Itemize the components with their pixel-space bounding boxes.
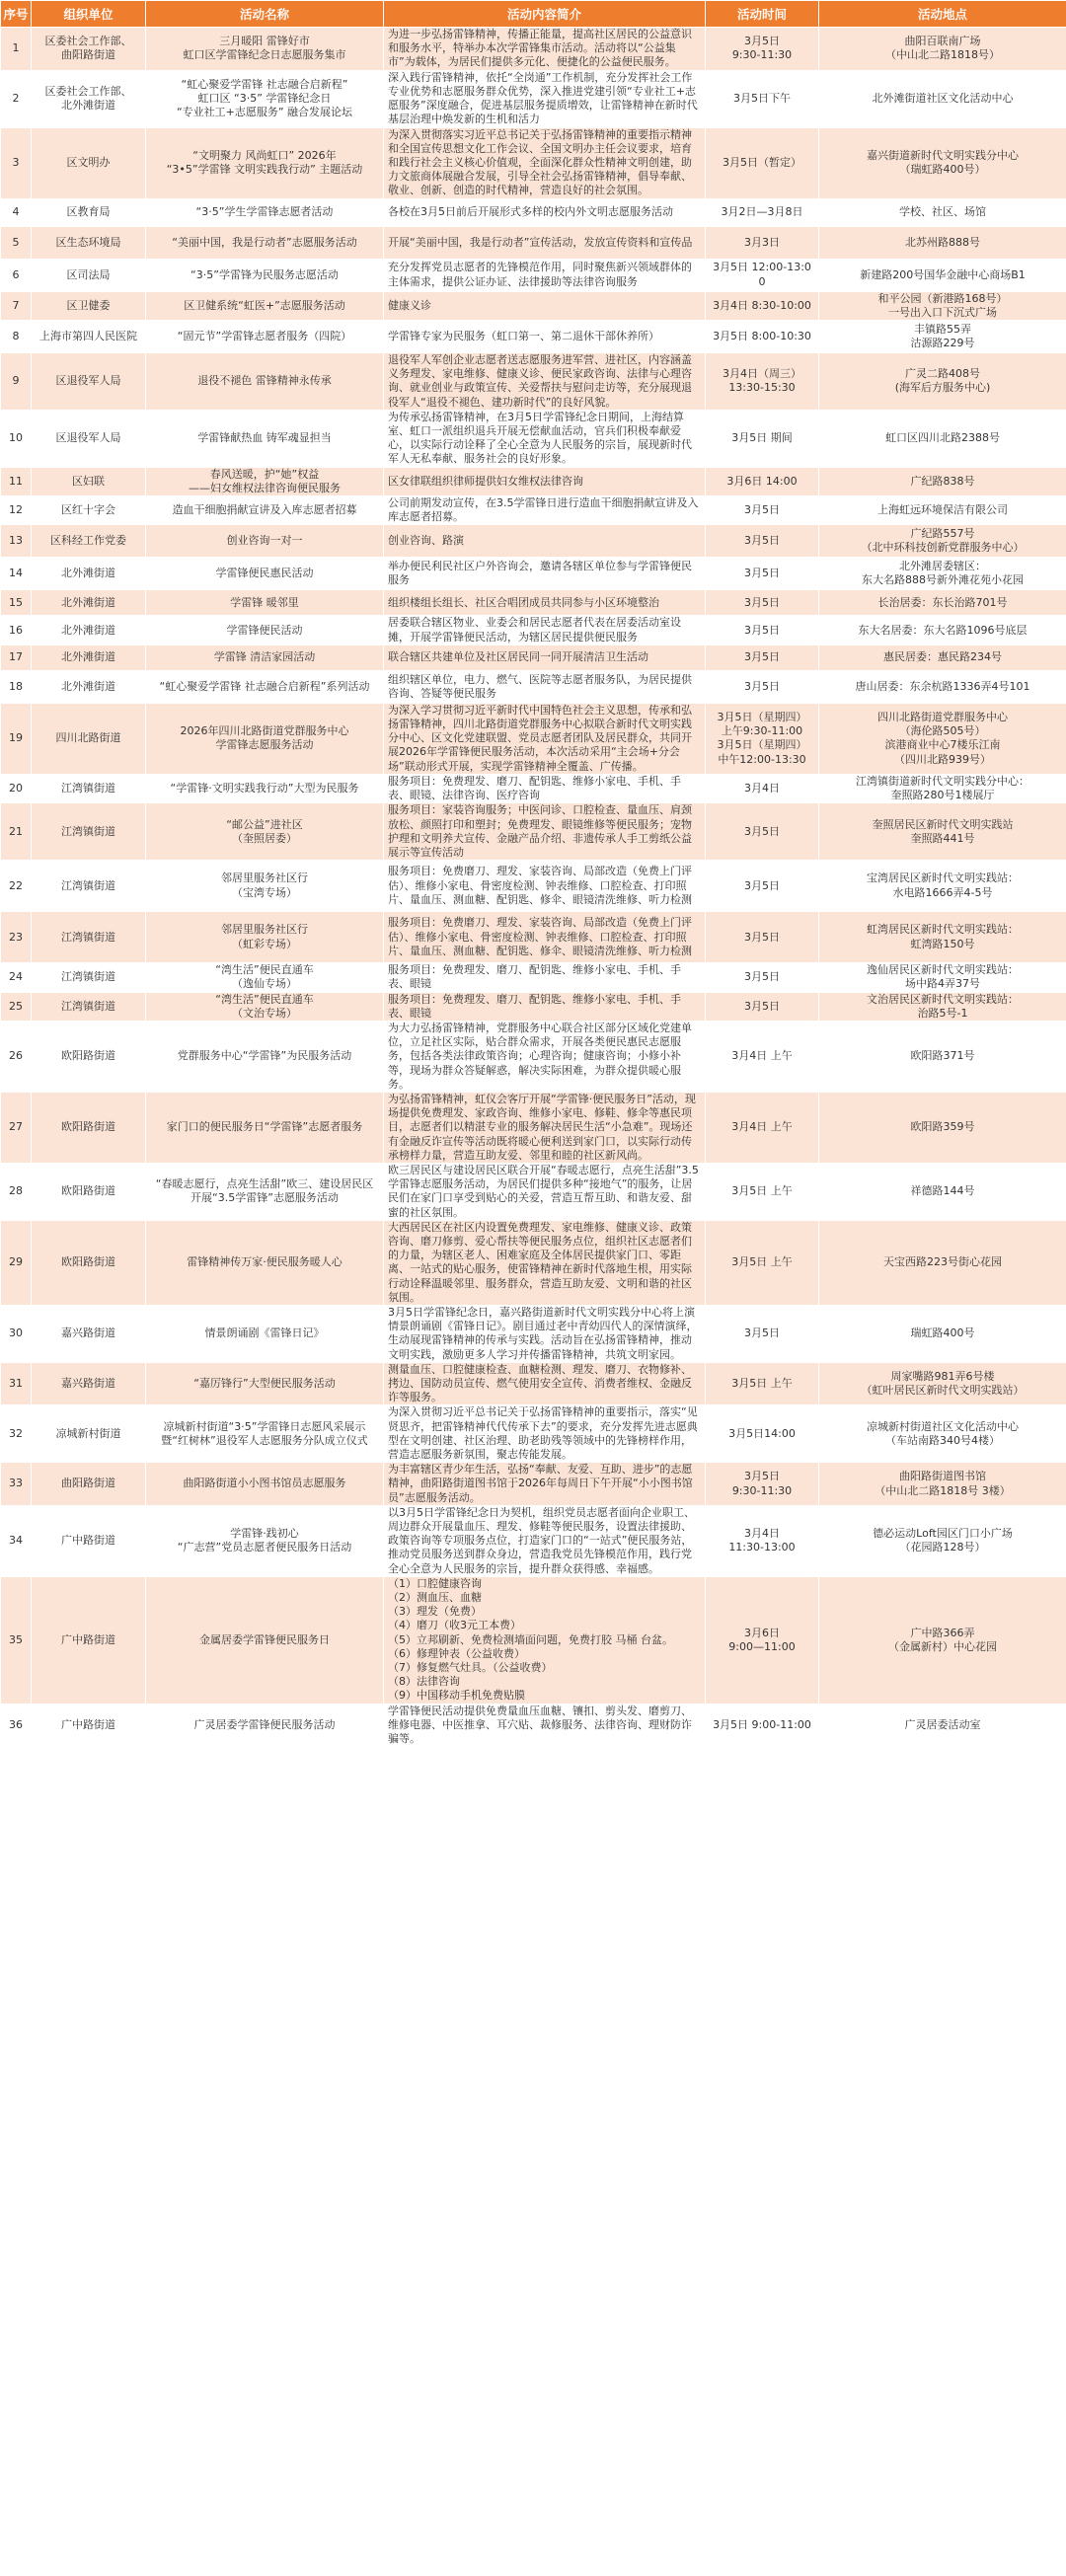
cell-name: 造血干细胞捐献宣讲及入库志愿者招募 [146, 496, 384, 525]
cell-time: 3月5日（星期四） 上午9:30-11:00 3月5日（星期四） 中午12:00-13:30 [706, 703, 819, 774]
table-header-row [1, 1, 1066, 28]
cell-desc: 为深入贯彻习近平总书记关于弘扬雷锋精神的重要指示，落实“见贤思齐，把雷锋精神代代传承下去”的要求，充分发挥先进志愿典型在文明创建、社区治理、助老助残等领域中的先锋榜样作用，营造志愿服务新氛围，聚志传能发展。 [384, 1405, 706, 1463]
cell-time: 3月2日—3月8日 [706, 198, 819, 226]
header-seq: 序号 [1, 1, 32, 28]
cell-org: 曲阳路街道 [32, 1463, 146, 1506]
cell-time: 3月5日 9:30-11:30 [706, 1463, 819, 1506]
cell-desc: 学雷锋专家为民服务（虹口第一、第二退休干部休养所） [384, 321, 706, 353]
cell-name: 学雷锋便民惠民活动 [146, 558, 384, 590]
cell-seq: 12 [1, 496, 32, 525]
cell-seq: 24 [1, 963, 32, 992]
cell-desc: 3月5日学雷锋纪念日，嘉兴路街道新时代文明实践分中心将上演情景朗诵剧《雷锋日记》。剧目通过老中青幼四代人的深情演绎，生动展现雷锋精神的传承与实践。活动旨在弘扬雷锋精神，推动文明实践，激励更多人学习并传播雷锋精神，共筑文明家园。 [384, 1305, 706, 1362]
cell-desc: 深入践行雷锋精神，依托“全岗通”工作机制，充分发挥社会工作专业优势和志愿服务群众优势，深入推进党建引领“专业社工+志愿服务”深度融合，促进基层服务提质增效，让雷锋精神在新时代基层治理中焕发新的生机和活力 [384, 70, 706, 127]
cell-time: 3月4日（周三） 13:30-15:30 [706, 353, 819, 411]
cell-org: 嘉兴路街道 [32, 1362, 146, 1405]
cell-desc: 为传承弘扬雷锋精神，在3月5日学雷锋纪念日期间，上海结算室、虹口一派组织退兵开展无偿献血活动，官兵们积极奉献爱心，以实际行动诠释了全心全意为人民服务的宗旨，展现新时代军人无私奉献、服务社会的良好形象。 [384, 410, 706, 467]
cell-place: 北外滩街道社区文化活动中心 [819, 70, 1066, 127]
cell-seq: 6 [1, 259, 32, 291]
cell-time: 3月5日 [706, 496, 819, 525]
cell-desc: 为深入学习贯彻习近平新时代中国特色社会主义思想，传承和弘扬雷锋精神，四川北路街道党群服务中心拟联合新时代文明实践分中心、区文化党建联盟、党员志愿者团队及居民群众，共同开展2026年学雷锋便民服务活动，本次活动采用“主会场+分会场”联动形式开展，实现学雷锋精神全覆盖、广传播。 [384, 703, 706, 774]
cell-name: 2026年四川北路街道党群服务中心 学雷锋志愿服务活动 [146, 703, 384, 774]
cell-desc: 为弘扬雷锋精神，虹仪会客厅开展“学雷锋·便民服务日”活动，现场提供免费理发、家政咨询、维修小家电、修鞋、修伞等惠民项目，志愿者们以精湛专业的服务解决居民生活“小急难”。现场还有金融反诈宣传等活动既将暖心便利送到家门口，以实际行动传承榜样力量，营造互助友爱、邻里和睦的社区新风尚。 [384, 1092, 706, 1163]
cell-desc: 服务项目：家装咨询服务；中医问诊、口腔检查、量血压、肩颈放松、颜照打印和塑封；免费理发、眼镜维修等便民服务；宠物护理和文明养犬宣传、金融产品介绍、非遗传承人手工剪纸公益展示等宣传活动 [384, 803, 706, 861]
cell-seq: 2 [1, 70, 32, 127]
cell-name: 情景朗诵剧《雷锋日记》 [146, 1305, 384, 1362]
cell-org: 区退役军人局 [32, 410, 146, 467]
cell-time: 3月5日 期间 [706, 410, 819, 467]
table-row [1, 1576, 1066, 1704]
cell-place: 广灵居委活动室 [819, 1704, 1066, 1747]
table-row [1, 774, 1066, 802]
cell-place: 欧阳路371号 [819, 1021, 1066, 1092]
cell-name: 三月暖阳 雷锋好市 虹口区学雷锋纪念日志愿服务集市 [146, 28, 384, 71]
cell-seq: 10 [1, 410, 32, 467]
cell-desc: 联合辖区共建单位及社区居民同一同开展清洁卫生活动 [384, 644, 706, 670]
cell-time: 3月4日 11:30-13:00 [706, 1505, 819, 1576]
cell-place: 曲阳路街道图书馆 （中山北二路1818号 3楼） [819, 1463, 1066, 1506]
table-row [1, 1092, 1066, 1163]
cell-org: 江湾镇街道 [32, 963, 146, 992]
cell-name: 退役不褪色 雷锋精神永传承 [146, 353, 384, 411]
cell-seq: 22 [1, 861, 32, 912]
cell-place: 和平公园（新港路168号） 一号出入口下沉式广场 [819, 291, 1066, 320]
cell-org: 广中路街道 [32, 1505, 146, 1576]
cell-time: 3月6日 9:00—11:00 [706, 1576, 819, 1704]
cell-seq: 15 [1, 590, 32, 616]
cell-seq: 19 [1, 703, 32, 774]
cell-desc: 学雷锋便民活动提供免费量血压血糖、镶扣、剪头发、磨剪刀、维修电器、中医推拿、耳穴贴、裁修服务、法律咨询、理财防诈骗等。 [384, 1704, 706, 1747]
cell-name: 学雷锋 暖邻里 [146, 590, 384, 616]
table-row [1, 291, 1066, 320]
header-desc: 活动内容简介 [384, 1, 706, 28]
cell-place: 广纪路838号 [819, 467, 1066, 495]
cell-place: 学校、社区、场馆 [819, 198, 1066, 226]
cell-org: 江湾镇街道 [32, 803, 146, 861]
cell-time: 3月3日 [706, 226, 819, 259]
cell-org: 广中路街道 [32, 1576, 146, 1704]
cell-seq: 8 [1, 321, 32, 353]
table-row [1, 353, 1066, 411]
cell-place: 文治居民区新时代文明实践站： 治路5号-1 [819, 992, 1066, 1021]
cell-time: 3月5日 [706, 616, 819, 644]
cell-org: 区妇联 [32, 467, 146, 495]
cell-seq: 26 [1, 1021, 32, 1092]
cell-place: 东大名居委：东大名路1096号底层 [819, 616, 1066, 644]
table-row [1, 1704, 1066, 1747]
cell-time: 3月5日 [706, 670, 819, 703]
cell-seq: 29 [1, 1220, 32, 1305]
cell-time: 3月5日 [706, 912, 819, 963]
cell-name: 广灵居委学雷锋便民服务活动 [146, 1704, 384, 1747]
cell-org: 欧阳路街道 [32, 1163, 146, 1220]
cell-desc: 测量血压、口腔健康检查、血糖检测、理发、磨刀、衣物修补、拷边、国防动员宣传、燃气使用安全宣传、消费者维权、金融反诈等服务。 [384, 1362, 706, 1405]
cell-place: 奎照居民区新时代文明实践站 奎照路441号 [819, 803, 1066, 861]
cell-desc: 服务项目：免费理发、磨刀、配钥匙、维修小家电、手机、手表、眼镜 [384, 963, 706, 992]
cell-place: 广纪路557号 （北中环科技创新党群服务中心） [819, 525, 1066, 558]
cell-name: “虹心聚爱学雷锋 社志融合启新程” 虹口区 “3·5” 学雷锋纪念日 “专业社工+志愿服务” 融合发展论坛 [146, 70, 384, 127]
cell-name: 学雷锋 清洁家园活动 [146, 644, 384, 670]
cell-desc: 服务项目：免费理发、磨刀、配钥匙、维修小家电、手机、手表、眼镜、法律咨询、医疗咨询 [384, 774, 706, 802]
cell-place: 北外滩居委辖区： 东大名路888号新外滩花苑小花园 [819, 558, 1066, 590]
cell-desc: 退役军人军创企业志愿者送志愿服务进军营、进社区，内容涵盖义务理发、家电维修、健康义诊、便民家政咨询、法律与心理咨询、就业创业与政策宣传、关爱帮扶与慰问走访等，充分展现退役军人“退役不褪色、建功新时代”的良好风貌。 [384, 353, 706, 411]
table-row [1, 558, 1066, 590]
cell-place: 嘉兴街道新时代文明实践分中心 （瑞虹路400号） [819, 127, 1066, 198]
cell-time: 3月5日 [706, 525, 819, 558]
header-name: 活动名称 [146, 1, 384, 28]
cell-name: 邻居里服务社区行 （虹彩专场） [146, 912, 384, 963]
cell-place: 祥德路144号 [819, 1163, 1066, 1220]
cell-org: 四川北路街道 [32, 703, 146, 774]
table-row [1, 226, 1066, 259]
cell-desc: 以3月5日学雷锋纪念日为契机，组织党员志愿者面向企业职工、周边群众开展量血压、理发、修鞋等便民服务，设置法律援助、政策咨询等专项服务点位，打造家门口的“一站式”便民服务站，推动党员服务送到群众身边，营造我党员先锋模范作用，践行党全心全意为人民服务的宗旨，提升群众获得感、幸福感。 [384, 1505, 706, 1576]
cell-name: 春风送暖，护“她”权益 ——妇女维权法律咨询便民服务 [146, 467, 384, 495]
cell-name: “嘉厉锋行”大型便民服务活动 [146, 1362, 384, 1405]
cell-time: 3月5日 [706, 963, 819, 992]
cell-place: 瑞虹路400号 [819, 1305, 1066, 1362]
cell-desc: 组织楼组长组长、社区合唱团成员共同参与小区环境整治 [384, 590, 706, 616]
cell-name: 金属居委学雷锋便民服务日 [146, 1576, 384, 1704]
cell-name: “3·5”学雷锋为民服务志愿活动 [146, 259, 384, 291]
cell-place: 虹湾居民区新时代文明实践站： 虹湾路150号 [819, 912, 1066, 963]
cell-seq: 31 [1, 1362, 32, 1405]
cell-seq: 30 [1, 1305, 32, 1362]
cell-org: 北外滩街道 [32, 616, 146, 644]
table-row [1, 259, 1066, 291]
cell-time: 3月5日 [706, 558, 819, 590]
cell-desc: 为进一步弘扬雷锋精神，传播正能量，提高社区居民的公益意识和服务水平，特举办本次学雷锋集市活动。活动将以“公益集市”为载体，为居民们提供多元化、便捷化的公益便民服务。 [384, 28, 706, 71]
cell-seq: 7 [1, 291, 32, 320]
header-time: 活动时间 [706, 1, 819, 28]
cell-desc: 服务项目：免费理发、磨刀、配钥匙、维修小家电、手机、手表、眼镜 [384, 992, 706, 1021]
cell-time: 3月4日 上午 [706, 1092, 819, 1163]
cell-org: 江湾镇街道 [32, 861, 146, 912]
table-row [1, 1505, 1066, 1576]
cell-seq: 25 [1, 992, 32, 1021]
cell-time: 3月4日 上午 [706, 1021, 819, 1092]
cell-place: 新建路200号国华金融中心商场B1 [819, 259, 1066, 291]
cell-org: 区生态环境局 [32, 226, 146, 259]
cell-time: 3月4日 [706, 774, 819, 802]
cell-org: 区委社会工作部、 北外滩街道 [32, 70, 146, 127]
cell-time: 3月5日 上午 [706, 1220, 819, 1305]
cell-time: 3月5日 [706, 861, 819, 912]
cell-place: 广灵二路408号 (海军后方服务中心) [819, 353, 1066, 411]
cell-seq: 5 [1, 226, 32, 259]
cell-place: 广中路366弄 （金属新村）中心花园 [819, 1576, 1066, 1704]
cell-name: 雷锋精神传万家·便民服务暖人心 [146, 1220, 384, 1305]
cell-desc: 为大力弘扬雷锋精神，党群服务中心联合社区部分区域化党建单位，立足社区实际，贴合群众需求，开展各类便民惠民志愿服务，包括各类法律政策咨询；心理咨询；健康咨询；小修小补等，现场为群众答疑解惑，解决实际困难，为群众提供暖心服务。 [384, 1021, 706, 1092]
cell-name: 学雷锋·践初心 “广志营”党员志愿者便民服务日活动 [146, 1505, 384, 1576]
table-row [1, 321, 1066, 353]
cell-place: 丰镇路55弄 沽源路229号 [819, 321, 1066, 353]
table-body [1, 28, 1066, 1747]
cell-org: 区司法局 [32, 259, 146, 291]
cell-desc: （1）口腔健康咨询 （2）测血压、血糖 （3）理发（免费） （4）磨刀（收3元工本费） （5）立邦刷新、免费检测墙面问题，免费打胶 马桶 台盆。 （6）修理钟表（公益收费） （7）修复燃气灶具。（公益收费） （8）法律咨询 （9）中国移动手机免费贴膜 [384, 1576, 706, 1704]
table-row [1, 616, 1066, 644]
cell-time: 3月5日 [706, 992, 819, 1021]
cell-org: 欧阳路街道 [32, 1092, 146, 1163]
cell-place: 虹口区四川北路2388号 [819, 410, 1066, 467]
table-row [1, 467, 1066, 495]
table-row [1, 410, 1066, 467]
cell-seq: 9 [1, 353, 32, 411]
cell-seq: 17 [1, 644, 32, 670]
cell-org: 区卫健委 [32, 291, 146, 320]
cell-org: 北外滩街道 [32, 558, 146, 590]
cell-seq: 21 [1, 803, 32, 861]
cell-time: 3月4日 8:30-10:00 [706, 291, 819, 320]
cell-org: 北外滩街道 [32, 670, 146, 703]
cell-place: 惠民居委：惠民路234号 [819, 644, 1066, 670]
cell-org: 区科经工作党委 [32, 525, 146, 558]
cell-org: 区红十字会 [32, 496, 146, 525]
cell-desc: 举办便民利民社区户外咨询会，邀请各辖区单位参与学雷锋便民服务 [384, 558, 706, 590]
cell-seq: 28 [1, 1163, 32, 1220]
cell-place: 唐山居委：东余杭路1336弄4号101 [819, 670, 1066, 703]
cell-seq: 33 [1, 1463, 32, 1506]
cell-desc: 服务项目：免费磨刀、理发、家装咨询、局部改造（免费上门评估）、维修小家电、骨密度检测、钟表维修、口腔检查、打印照片、量血压、测血糖、配钥匙、修伞、眼镜清洗维修、听力检测 [384, 861, 706, 912]
table-row [1, 70, 1066, 127]
cell-name: 党群服务中心“学雷锋”为民服务活动 [146, 1021, 384, 1092]
cell-desc: 各校在3月5日前后开展形式多样的校内外文明志愿服务活动 [384, 198, 706, 226]
cell-place: 四川北路街道党群服务中心 （海伦路505号） 滨港商业中心7楼乐江南 （四川北路939号） [819, 703, 1066, 774]
cell-desc: 组织辖区单位，电力、燃气、医院等志愿者服务队，为居民提供咨询、答疑等便民服务 [384, 670, 706, 703]
cell-org: 上海市第四人民医院 [32, 321, 146, 353]
cell-time: 3月5日 12:00-13:00 [706, 259, 819, 291]
cell-place: 长治居委：东长治路701号 [819, 590, 1066, 616]
table-row [1, 1163, 1066, 1220]
cell-name: “固元节”学雷锋志愿者服务（四院） [146, 321, 384, 353]
cell-name: 区卫健系统“虹医+”志愿服务活动 [146, 291, 384, 320]
table-row [1, 1021, 1066, 1092]
cell-time: 3月6日 14:00 [706, 467, 819, 495]
table-row [1, 963, 1066, 992]
cell-org: 北外滩街道 [32, 590, 146, 616]
table-row [1, 127, 1066, 198]
cell-name: 曲阳路街道小小图书馆员志愿服务 [146, 1463, 384, 1506]
table-row [1, 1220, 1066, 1305]
cell-place: 德必运动Loft园区门口小广场 （花园路128号） [819, 1505, 1066, 1576]
cell-seq: 32 [1, 1405, 32, 1463]
cell-seq: 3 [1, 127, 32, 198]
cell-org: 广中路街道 [32, 1704, 146, 1747]
cell-org: 欧阳路街道 [32, 1021, 146, 1092]
cell-desc: 创业咨询、路演 [384, 525, 706, 558]
cell-name: 家门口的便民服务日“学雷锋”志愿者服务 [146, 1092, 384, 1163]
header-org: 组织单位 [32, 1, 146, 28]
table-row [1, 992, 1066, 1021]
cell-desc: 大西居民区在社区内设置免费理发、家电维修、健康义诊、政策咨询、磨刀修剪、爱心帮扶等便民服务点位，组织社区志愿者们的力量，为辖区老人、困难家庭及全体居民提供家门口、零距离、一站式的贴心服务，使雷锋精神在新时代落地生根，用实际行动诠释温暖邻里、服务群众，营造互助友爱、文明和谐的社区氛围。 [384, 1220, 706, 1305]
cell-time: 3月5日 [706, 1305, 819, 1362]
cell-place: 逸仙居民区新时代文明实践站： 场中路4弄37号 [819, 963, 1066, 992]
cell-desc: 充分发挥党员志愿者的先锋模范作用，同时聚焦新兴领域群体的主体需求，提供公证办证、法律援助等法律咨询服务 [384, 259, 706, 291]
cell-place: 欧阳路359号 [819, 1092, 1066, 1163]
cell-name: “虹心聚爱学雷锋 社志融合启新程”系列活动 [146, 670, 384, 703]
cell-seq: 36 [1, 1704, 32, 1747]
table-row [1, 912, 1066, 963]
cell-time: 3月5日 [706, 590, 819, 616]
cell-name: 凉城新村街道“3·5”学雷锋日志愿风采展示暨“红树林”退役军人志愿服务分队成立仪式 [146, 1405, 384, 1463]
cell-time: 3月5日 9:00-11:00 [706, 1704, 819, 1747]
table-row [1, 1362, 1066, 1405]
cell-desc: 为深入贯彻落实习近平总书记关于弘扬雷锋精神的重要指示精神和全国宣传思想文化工作会议、全国文明办主任会议要求，培育和践行社会主义核心价值观，全面深化群众性精神文明创建，助力文旅商体展融合发展，引导全社会弘扬雷锋精神，倡导奉献、敬业、创新、创造的时代精神，营造良好的社会氛围。 [384, 127, 706, 198]
table-row [1, 703, 1066, 774]
table-row [1, 525, 1066, 558]
cell-seq: 13 [1, 525, 32, 558]
cell-desc: 服务项目：免费磨刀、理发、家装咨询、局部改造（免费上门评估）、维修小家电、骨密度检测、钟表维修、口腔检查、打印照片、量血压、测血糖、配钥匙、修伞、眼镜清洗维修、听力检测 [384, 912, 706, 963]
cell-seq: 16 [1, 616, 32, 644]
cell-name: “邮公益”进社区 （奎照居委） [146, 803, 384, 861]
cell-time: 3月5日下午 [706, 70, 819, 127]
cell-desc: 健康义诊 [384, 291, 706, 320]
cell-name: “学雷锋·文明实践我行动”大型为民服务 [146, 774, 384, 802]
table-row [1, 644, 1066, 670]
cell-place: 上海虹远环境保洁有限公司 [819, 496, 1066, 525]
cell-seq: 4 [1, 198, 32, 226]
cell-org: 江湾镇街道 [32, 912, 146, 963]
cell-name: “湾生活”便民直通车 （文治专场） [146, 992, 384, 1021]
cell-org: 北外滩街道 [32, 644, 146, 670]
cell-desc: 欧三居民区与建设居民区联合开展“春暖志愿行，点亮生活甜”3.5学雷锋志愿服务活动，为居民们提供多种“接地气”的服务，让居民们在家门口享受到贴心的关爱，营造互帮互助、和谐友爱、甜蜜的社区氛围。 [384, 1163, 706, 1220]
cell-place: 江湾镇街道新时代文明实践分中心： 奎照路280号1楼展厅 [819, 774, 1066, 802]
cell-place: 曲阳百联南广场 （中山北二路1818号） [819, 28, 1066, 71]
cell-time: 3月5日 9:30-11:30 [706, 28, 819, 71]
cell-seq: 23 [1, 912, 32, 963]
table-row [1, 198, 1066, 226]
cell-time: 3月5日 [706, 644, 819, 670]
cell-seq: 18 [1, 670, 32, 703]
cell-seq: 20 [1, 774, 32, 802]
cell-name: 邻居里服务社区行 （宝湾专场） [146, 861, 384, 912]
cell-org: 江湾镇街道 [32, 774, 146, 802]
cell-place: 北苏州路888号 [819, 226, 1066, 259]
cell-place: 天宝西路223号街心花园 [819, 1220, 1066, 1305]
cell-name: 学雷锋便民活动 [146, 616, 384, 644]
cell-org: 区退役军人局 [32, 353, 146, 411]
cell-seq: 11 [1, 467, 32, 495]
table-row [1, 590, 1066, 616]
cell-org: 区委社会工作部、 曲阳路街道 [32, 28, 146, 71]
cell-name: “湾生活”便民直通车 （逸仙专场） [146, 963, 384, 992]
cell-place: 宝湾居民区新时代文明实践站： 水电路1666弄4-5号 [819, 861, 1066, 912]
cell-name: 创业咨询一对一 [146, 525, 384, 558]
table-row [1, 861, 1066, 912]
cell-name: “3·5”学生学雷锋志愿者活动 [146, 198, 384, 226]
cell-place: 周家嘴路981弄6号楼 （虹叶居民区新时代文明实践站） [819, 1362, 1066, 1405]
cell-time: 3月5日 上午 [706, 1362, 819, 1405]
table-row [1, 803, 1066, 861]
cell-name: “美丽中国，我是行动者”志愿服务活动 [146, 226, 384, 259]
table-row [1, 1463, 1066, 1506]
table-row [1, 1305, 1066, 1362]
cell-desc: 区女律联组织律师提供妇女维权法律咨询 [384, 467, 706, 495]
header-place: 活动地点 [819, 1, 1066, 28]
cell-seq: 14 [1, 558, 32, 590]
cell-org: 欧阳路街道 [32, 1220, 146, 1305]
cell-org: 嘉兴路街道 [32, 1305, 146, 1362]
cell-place: 凉城新村街道社区文化活动中心 （车站南路340号4楼） [819, 1405, 1066, 1463]
cell-org: 区文明办 [32, 127, 146, 198]
cell-name: “春暖志愿行，点亮生活甜”欧三、建设居民区 开展“3.5学雷锋”志愿服务活动 [146, 1163, 384, 1220]
cell-name: 学雷锋献热血 铸军魂显担当 [146, 410, 384, 467]
table-row [1, 28, 1066, 71]
cell-time: 3月5日（暂定） [706, 127, 819, 198]
cell-time: 3月5日 上午 [706, 1163, 819, 1220]
cell-org: 区教育局 [32, 198, 146, 226]
table-row [1, 670, 1066, 703]
table-row [1, 496, 1066, 525]
cell-time: 3月5日 [706, 803, 819, 861]
cell-time: 3月5日14:00 [706, 1405, 819, 1463]
cell-desc: 开展“美丽中国，我是行动者”宣传活动，发放宣传资料和宣传品 [384, 226, 706, 259]
cell-desc: 公司前期发动宣传，在3.5学雷锋日进行造血干细胞捐献宣讲及入库志愿者招募。 [384, 496, 706, 525]
cell-org: 凉城新村街道 [32, 1405, 146, 1463]
cell-org: 江湾镇街道 [32, 992, 146, 1021]
cell-desc: 为丰富辖区青少年生活，弘扬“奉献、友爱、互助、进步”的志愿精神，曲阳路街道图书馆于2026年每周日下午开展“小小图书馆员”志愿服务活动。 [384, 1463, 706, 1506]
table-row [1, 1405, 1066, 1463]
cell-time: 3月5日 8:00-10:30 [706, 321, 819, 353]
cell-seq: 35 [1, 1576, 32, 1704]
cell-seq: 1 [1, 28, 32, 71]
cell-seq: 34 [1, 1505, 32, 1576]
cell-seq: 27 [1, 1092, 32, 1163]
cell-desc: 居委联合辖区物业、业委会和居民志愿者代表在居委活动室设摊，开展学雷锋便民活动，为辖区居民提供便民服务 [384, 616, 706, 644]
cell-name: “文明聚力 风尚虹口” 2026年 “3•5”学雷锋 文明实践我行动” 主题活动 [146, 127, 384, 198]
